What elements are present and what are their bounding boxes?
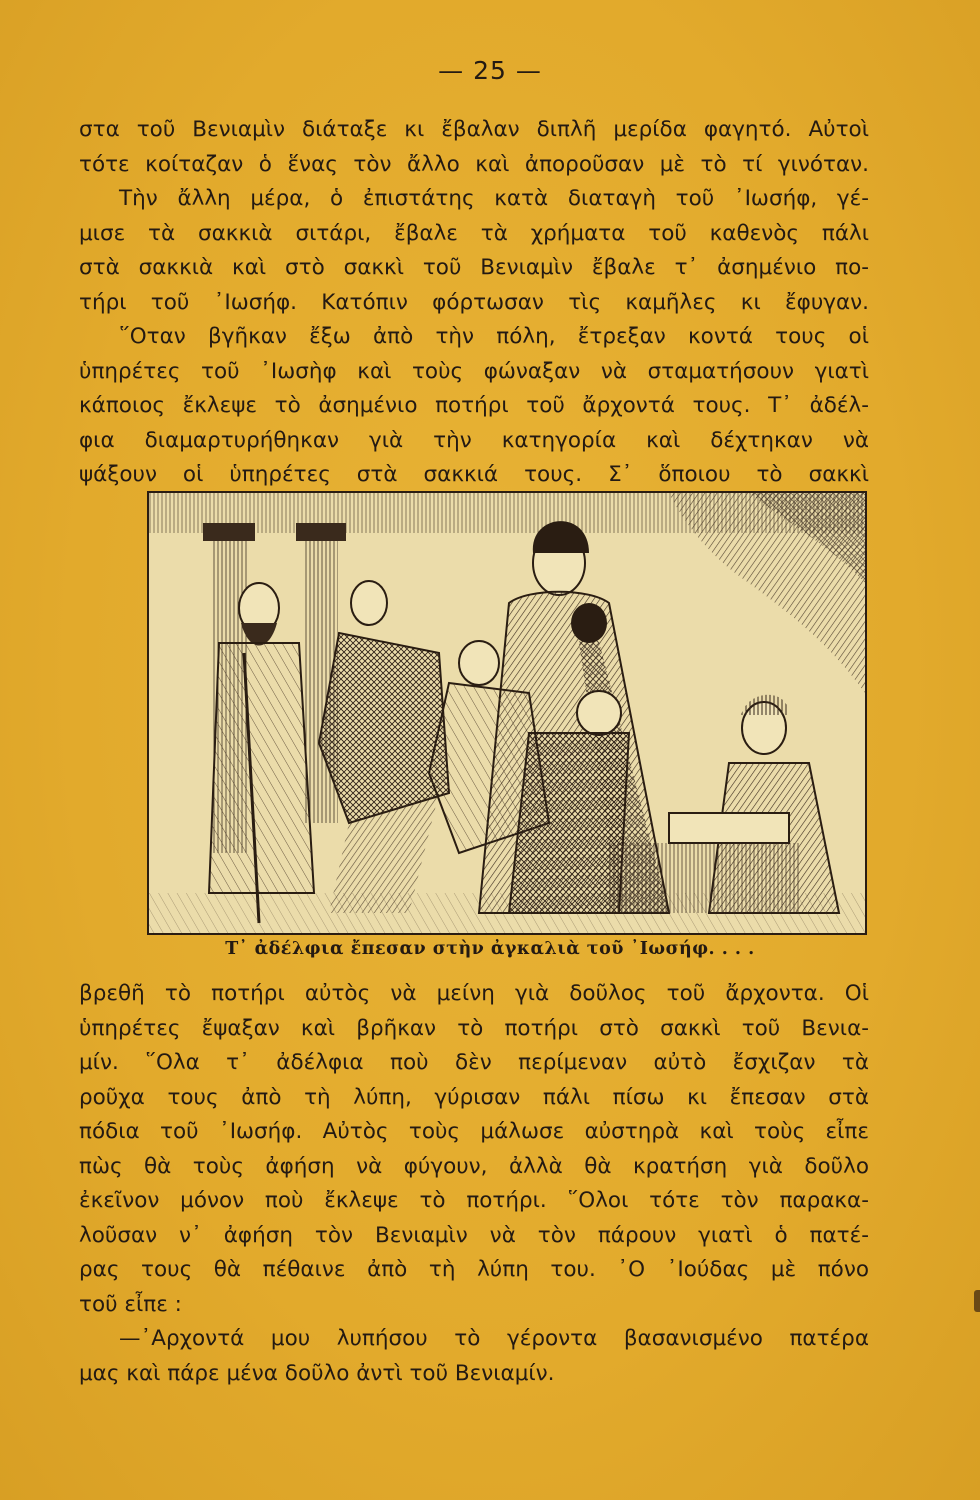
paragraph-top	[79, 113, 869, 493]
text-line: τότε κοίταζαν ὁ ἕνας τὸν ἄλλο καὶ ἀποροῦσαν μὲ τὸ τί γινόταν.	[79, 151, 869, 177]
text-line: λοῦσαν ν᾿ ἀφήση τὸν Βενιαμὶν νὰ τὸν πάρουν γιατὶ ὁ πατέ-	[79, 1222, 869, 1248]
text-line: πὼς θὰ τοὺς ἀφήση νὰ φύγουν, ἀλλὰ θὰ κρατήση γιὰ δοῦλο	[79, 1153, 869, 1179]
text-line: φια διαμαρτυρήθηκαν γιὰ τὴν κατηγορία καὶ δέχτηκαν νὰ	[79, 427, 869, 453]
text-line: —᾿Αρχοντά μου λυπήσου τὸ γέροντα βασανισμένο πατέρα	[119, 1326, 869, 1351]
text-line: ἐκεῖνον μόνον ποὺ ἔκλεψε τὸ ποτήρι. ῞Ολοι τότε τὸν παρακα-	[79, 1188, 869, 1213]
text-line: στα τοῦ Βενιαμὶν διάταξε κι ἔβαλαν διπλῆ μερίδα φαγητό. Αὐτοὶ	[79, 117, 869, 142]
illustration-caption: Τ᾿ ἀδέλφια ἔπεσαν στὴν ἀγκαλιὰ τοῦ ᾿Ιωσήφ. . . .	[225, 939, 755, 959]
text-line: κάποιος ἔκλεψε τὸ ἀσημένιο ποτήρι τοῦ ἄρχοντά τους. Τ᾿ ἀδέλ-	[79, 393, 869, 418]
text-line: ψάξουν οἱ ὑπηρέτες στὰ σακκιά τους. Σ᾿ ὅποιου τὸ σακκὶ	[79, 462, 869, 487]
text-line: πόδια τοῦ ᾿Ιωσήφ. Αὐτὸς τοὺς μάλωσε αὐστηρὰ καὶ τοὺς εἶπε	[79, 1119, 869, 1144]
text-line: ροῦχα τους ἀπὸ τὴ λύπη, γύρισαν πάλι πίσω κι ἔπεσαν στὰ	[79, 1084, 869, 1110]
text-line: μισε τὰ σακκιὰ σιτάρι, ἔβαλε τὰ χρήματα τοῦ καθενὸς πάλι	[79, 220, 869, 246]
text-line: τήρι τοῦ ᾿Ιωσήφ. Κατόπιν φόρτωσαν τὶς καμῆλες κι ἔφυγαν.	[79, 289, 869, 315]
text-line: ὑπηρέτες ἔψαξαν καὶ βρῆκαν τὸ ποτήρι στὸ σακκὶ τοῦ Βενια-	[79, 1015, 869, 1041]
text-line: μίν. ῞Ολα τ᾿ ἀδέλφια ποὺ δὲν περίμεναν αὐτὸ ἔσχιζαν τὰ	[79, 1050, 869, 1075]
text-line: μας καὶ πάρε μένα δοῦλο ἀντὶ τοῦ Βενιαμίν.	[79, 1360, 555, 1386]
illustration-drawing	[149, 493, 865, 933]
text-line: ῞Οταν βγῆκαν ἔξω ἀπὸ τὴν πόλη, ἔτρεξαν κοντά τους οἱ	[119, 324, 869, 349]
text-line: τοῦ εἶπε :	[79, 1291, 182, 1317]
text-line: βρεθῆ τὸ ποτήρι αὐτὸς νὰ μείνη γιὰ δοῦλος τοῦ ἄρχοντα. Οἱ	[79, 981, 869, 1006]
text-line: ὑπηρέτες τοῦ ᾿Ιωσὴφ καὶ τοὺς φώναξαν νὰ σταματήσουν γιατὶ	[79, 358, 869, 384]
binding-mark	[974, 1290, 980, 1312]
paragraph-bottom	[79, 977, 869, 1391]
text-line: ρας τους θὰ πέθαινε ἀπὸ τὴ λύπη του. ᾿Ο ᾿Ιούδας μὲ πόνο	[79, 1257, 869, 1282]
text-line: στὰ σακκιὰ καὶ στὸ σακκὶ τοῦ Βενιαμὶν ἔβαλε τ᾿ ἀσημένιο πο-	[79, 255, 869, 280]
illustration-engraving	[147, 491, 867, 935]
page-number: — 25 —	[438, 56, 542, 85]
text-line: Τὴν ἄλλη μέρα, ὁ ἐπιστάτης κατὰ διαταγὴ τοῦ ᾿Ιωσήφ, γέ-	[119, 186, 869, 211]
